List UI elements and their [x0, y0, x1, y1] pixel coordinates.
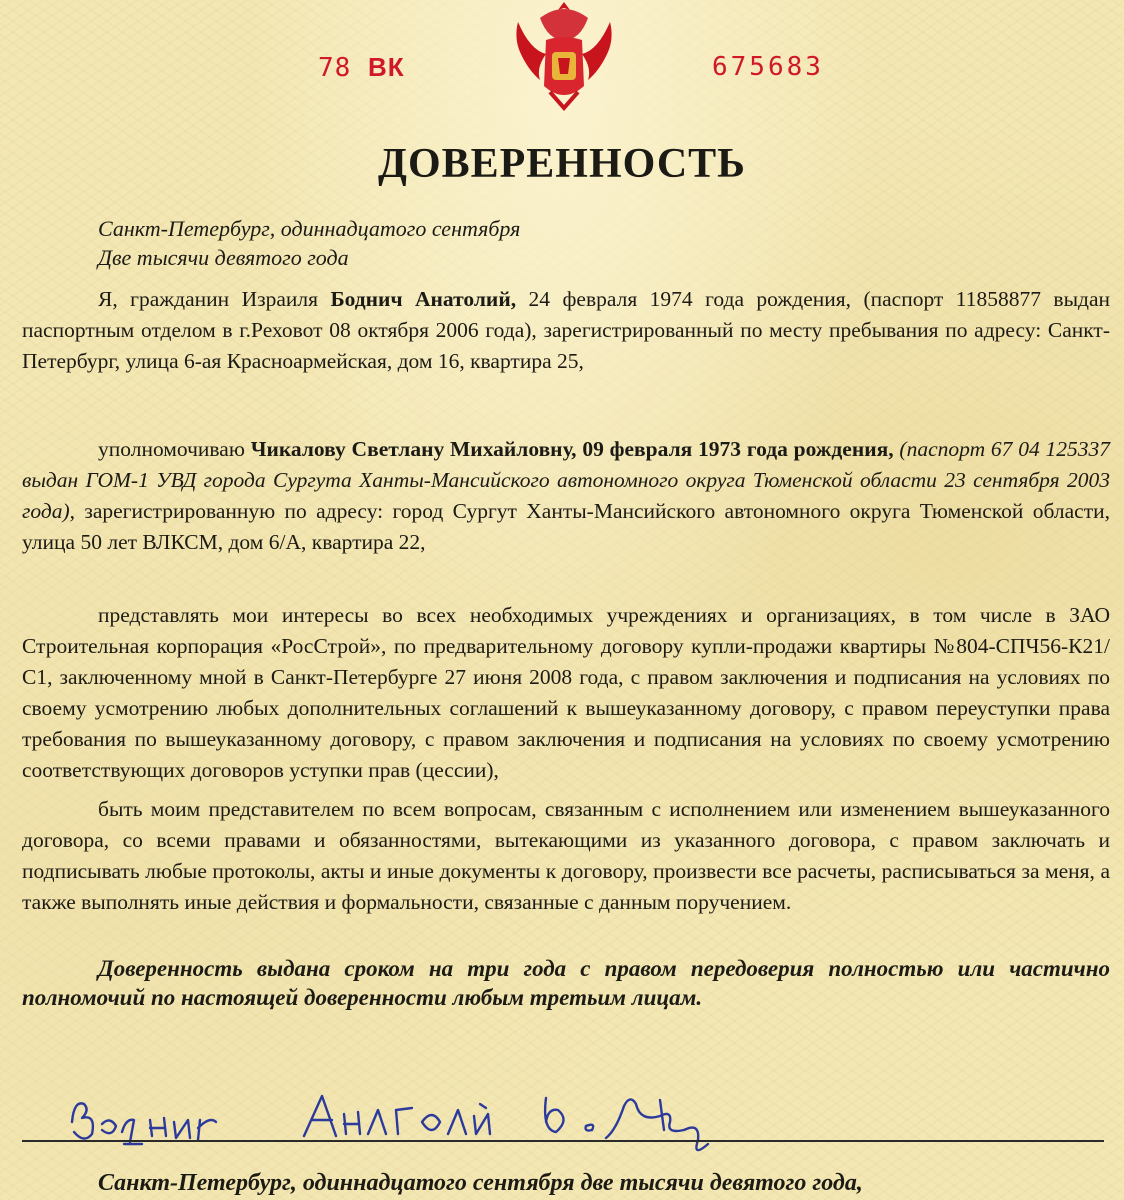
powers-paragraph: представлять мои интересы во всех необходимых учреждениях и организациях, в том числе в ЗАО Строительная корпорация «РосСтрой», по предварительному договору купли-продажи квартиры №804-СПЧ56-К21/С1, заключенному мной в Санкт-Петербурге 27 июня 2008 года, с правом заключения и подписания на условиях по своему усмотрению любых дополнительных соглашений к вышеуказанному договору, с правом переуступки права требования по вышеуказанному договору, с правом заключения и подписания на условиях по своему усмотрению соответствующих договоров уступки прав (цессии), — [22, 603, 1110, 782]
series-code: 78 — [318, 53, 352, 83]
agent-address: , зарегистрированную по адресу: город Сургут Ханты-Мансийского автономного округа Тюменской области, улица 50 лет ВЛКСМ, дом 6/А, квартира 22, — [22, 499, 1110, 554]
agent-name: Чикалову Светлану Михайловну, 09 февраля 1973 года рождения, — [250, 437, 894, 461]
serial-number: 675683 — [712, 52, 824, 82]
principal-paragraph — [22, 284, 1110, 377]
agent-intro: уполномочиваю — [98, 437, 251, 461]
validity-clause: Доверенность выдана сроком на три года с правом передоверия полностью или частично полномочий по настоящей доверенности любым третьим лицам. — [22, 956, 1110, 1010]
series-letters: ВК — [367, 52, 405, 82]
footer-place-date: Санкт-Петербург, одиннадцатого сентября две тысячи девятого года, — [98, 1170, 863, 1196]
place-date — [98, 214, 520, 272]
principal-intro: Я, гражданин Израиля — [98, 287, 331, 311]
handwritten-signature — [60, 1060, 820, 1170]
agent-paragraph — [22, 434, 1110, 558]
serial-series — [318, 52, 405, 83]
place-date-line2: Две тысячи девятого года — [98, 245, 349, 270]
representation-paragraph: быть моим представителем по всем вопросам, связанным с исполнением или изменением вышеуказанного договора, со всеми правами и обязанностями, вытекающими из указанного договора, с правом заключать и подписывать любые протоколы, акты и иные документы к договору, произвести все расчеты, расписываться за меня, а также выполнять иные действия и формальности, связанные с данным поручением. — [22, 797, 1110, 914]
place-date-line1: Санкт-Петербург, одиннадцатого сентября — [98, 216, 521, 241]
agent-passport: (паспорт 67 04 125337 выдан ГОМ-1 УВД города Сургута Ханты-Мансийского автономного округа Тюменской области 23 сентября 2003 года) — [22, 437, 1110, 523]
signature-line — [22, 1140, 1104, 1142]
coat-of-arms-icon — [510, 0, 618, 112]
document-title: ДОВЕРЕННОСТЬ — [378, 141, 746, 187]
principal-name: Боднич Анатолий, — [330, 287, 517, 311]
principal-details: 24 февраля 1974 года рождения, (паспорт 11858877 выдан паспортным отделом в г.Реховот 08 октября 2006 года), зарегистрированный по месту пребывания по адресу: Санкт-Петербург, улица 6-ая Красноармейская, дом 16, квартира 25, — [22, 287, 1110, 373]
